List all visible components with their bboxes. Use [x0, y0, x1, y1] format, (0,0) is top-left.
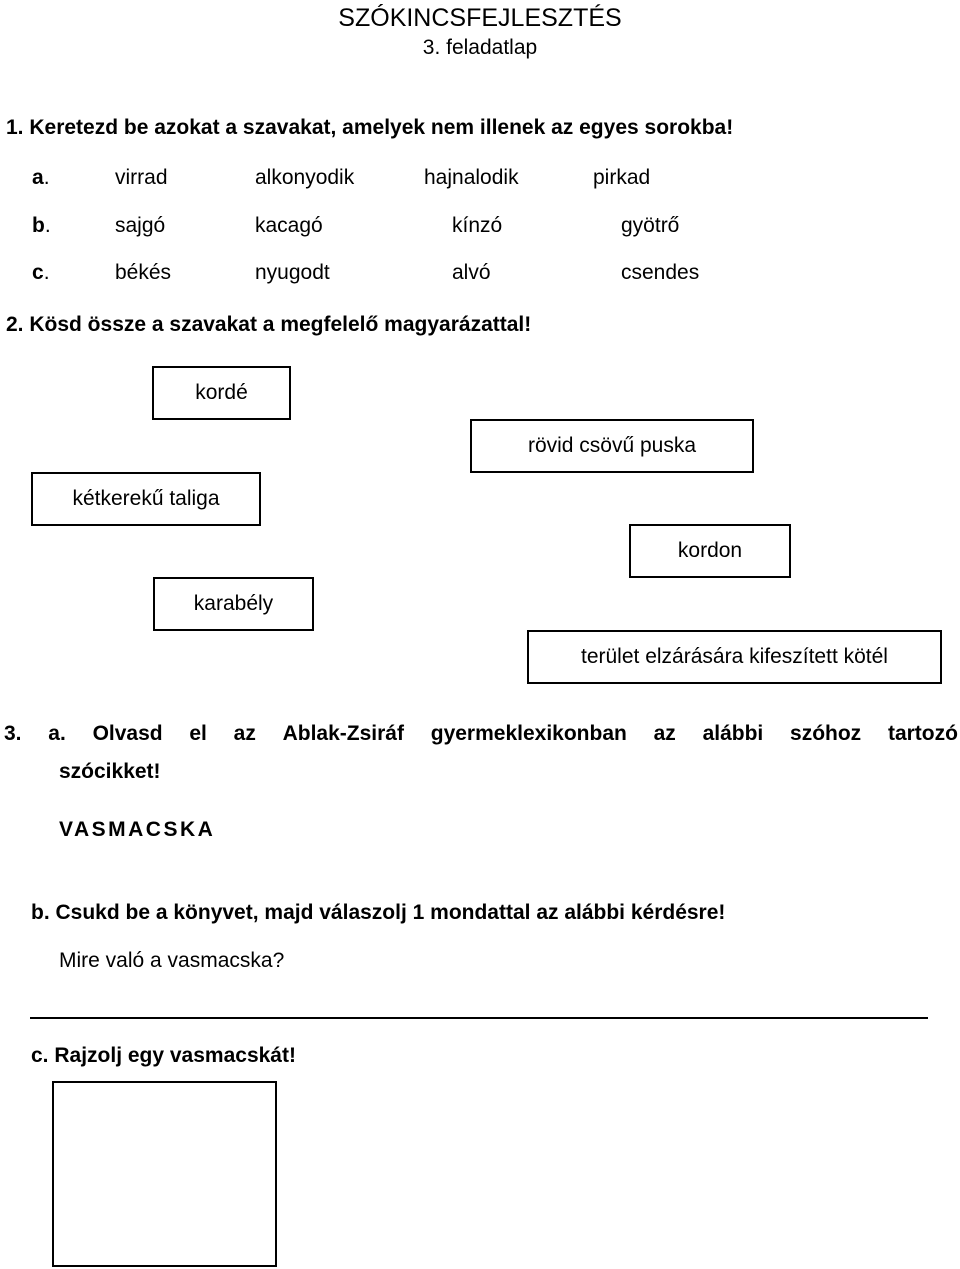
word-option[interactable]: nyugodt: [255, 261, 330, 284]
word-option[interactable]: pirkad: [593, 166, 651, 189]
word-option[interactable]: kínzó: [452, 214, 503, 237]
match-box-rovid-csovu-puska[interactable]: rövid csövű puska: [470, 419, 754, 473]
word-option[interactable]: békés: [115, 261, 172, 284]
keyword: VASMACSKA: [59, 818, 216, 841]
word-option[interactable]: virrad: [115, 166, 168, 189]
task3c-instruction: c. Rajzolj egy vasmacskát!: [31, 1044, 296, 1067]
row-label: a.: [32, 166, 50, 189]
row-label: b.: [32, 214, 51, 237]
match-box-terulet-elzarasara[interactable]: terület elzárására kifeszített kötél: [527, 630, 942, 684]
task2-instruction: 2. Kösd össze a szavakat a megfelelő magyarázattal!: [6, 313, 532, 336]
word-option[interactable]: hajnalodik: [424, 166, 519, 189]
word-option[interactable]: sajgó: [115, 214, 166, 237]
task3b-question: Mire való a vasmacska?: [59, 949, 285, 972]
row-label: c.: [32, 261, 50, 284]
task1-instruction: 1. Keretezd be azokat a szavakat, amelyek nem illenek az egyes sorokba!: [6, 116, 734, 139]
task3a-instruction: 3. a. Olvasd el az Ablak-Zsiráf gyermeklexikonban az alábbi szóhoz tartozó: [4, 722, 958, 745]
task3a-instruction-cont: szócikket!: [59, 760, 161, 783]
answer-line[interactable]: [30, 1017, 928, 1019]
word-option[interactable]: csendes: [621, 261, 700, 284]
drawing-box[interactable]: [52, 1081, 277, 1267]
word-option[interactable]: kacagó: [255, 214, 323, 237]
match-box-karabely[interactable]: karabély: [153, 577, 314, 631]
match-box-kordon[interactable]: kordon: [629, 524, 791, 578]
word-option[interactable]: gyötrő: [621, 214, 680, 237]
task3b-instruction: b. Csukd be a könyvet, majd válaszolj 1 mondattal az alábbi kérdésre!: [31, 901, 726, 924]
match-box-ketkereku-taliga[interactable]: kétkerekű taliga: [31, 472, 261, 526]
page-title: SZÓKINCSFEJLESZTÉS: [338, 4, 622, 32]
word-option[interactable]: alkonyodik: [255, 166, 355, 189]
match-box-korde[interactable]: kordé: [152, 366, 291, 420]
page-subtitle: 3. feladatlap: [422, 36, 538, 59]
word-option[interactable]: alvó: [452, 261, 491, 284]
